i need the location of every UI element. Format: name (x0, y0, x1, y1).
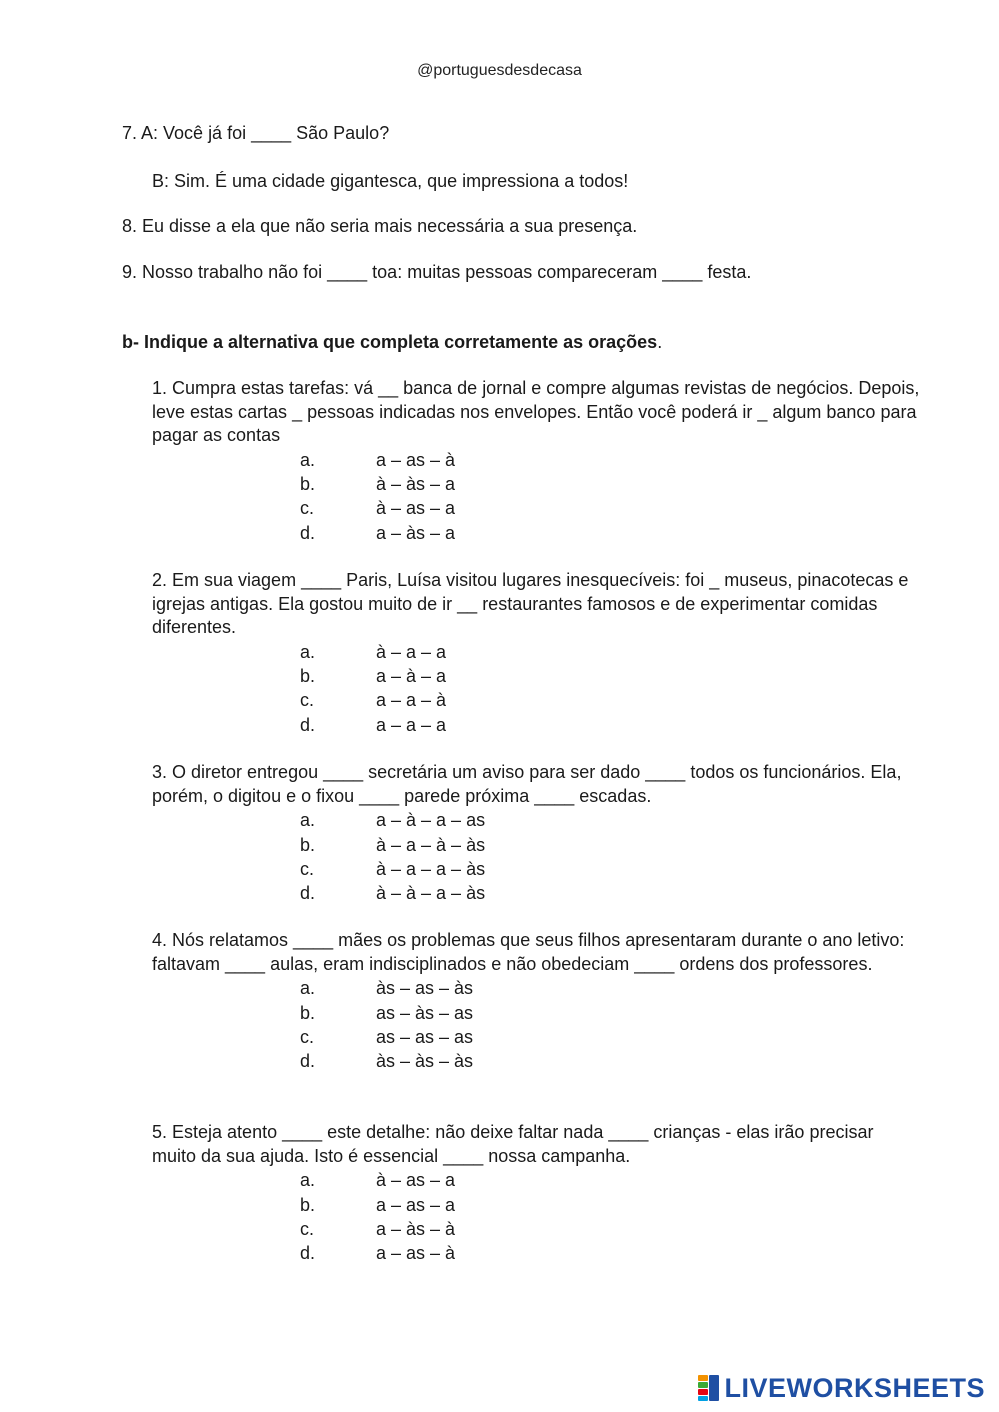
option-text: a – à – a – as (376, 810, 486, 831)
option-letter: d. (300, 714, 316, 735)
section-b-title (122, 330, 662, 354)
question-block-2 (152, 569, 922, 738)
option-text: à – às – a (376, 474, 456, 495)
option-a[interactable] (152, 977, 922, 1001)
option-c[interactable] (152, 1026, 922, 1050)
option-text: a – às – à (376, 1218, 456, 1239)
option-text: a – a – à (376, 690, 447, 711)
options-list (152, 977, 922, 1074)
option-text: a – à – a (376, 666, 447, 687)
liveworksheets-logo[interactable] (698, 1371, 985, 1405)
question-block-3 (152, 761, 922, 906)
option-text: às – às – às (376, 1051, 474, 1072)
question-block-5 (152, 1121, 922, 1266)
option-b[interactable] (152, 1193, 922, 1217)
option-letter: d. (300, 1243, 316, 1264)
option-letter: c. (300, 690, 315, 711)
question-8: 8. Eu disse a ela que não seria mais necessária a sua presença. (122, 216, 638, 236)
option-letter: d. (300, 1051, 316, 1072)
option-text: as – as – as (376, 1026, 474, 1047)
option-letter: d. (300, 883, 316, 904)
option-letter: d. (300, 522, 316, 543)
option-text: à – a – a – às (376, 858, 486, 879)
question-block-4 (152, 929, 922, 1074)
option-letter: a. (300, 449, 316, 470)
option-d[interactable] (152, 882, 922, 906)
liveworksheets-logo-icon (698, 1375, 720, 1401)
option-letter: c. (300, 1218, 315, 1239)
option-text: à – à – a – às (376, 883, 486, 904)
question-9: 9. Nosso trabalho não foi ____ toa: muitas pessoas compareceram ____ festa. (122, 262, 752, 282)
option-b[interactable] (152, 833, 922, 857)
option-letter: b. (300, 666, 316, 687)
option-letter: b. (300, 834, 316, 855)
option-letter: c. (300, 1026, 315, 1047)
option-text: a – as – à (376, 449, 456, 470)
option-d[interactable] (152, 1242, 922, 1266)
option-d[interactable] (152, 521, 922, 545)
question-text: 3. O diretor entregou ____ secretária um aviso para ser dado ____ todos os funcionários. Ela, porém, o digitou e o fixou ____ parede próxima ____ escadas. (152, 762, 902, 806)
option-letter: b. (300, 474, 316, 495)
option-b[interactable] (152, 665, 922, 689)
question-text: 1. Cumpra estas tarefas: vá __ banca de jornal e compre algumas revistas de negócios. Depois, leve estas cartas _ pessoas indicadas nos envelopes. Então você poderá ir _ algum banco para pagar as contas (152, 378, 920, 445)
options-list (152, 641, 922, 738)
question-block-1 (152, 377, 922, 546)
option-b[interactable] (152, 473, 922, 497)
option-b[interactable] (152, 1001, 922, 1025)
options-list (152, 1169, 922, 1266)
option-text: a – as – a (376, 1194, 456, 1215)
option-c[interactable] (152, 497, 922, 521)
option-text: às – as – às (376, 978, 474, 999)
options-list (152, 449, 922, 546)
option-c[interactable] (152, 858, 922, 882)
option-d[interactable] (152, 713, 922, 737)
question-text: 5. Esteja atento ____ este detalhe: não deixe faltar nada ____ crianças - elas irão precisar muito da sua ajuda. Isto é essencial ____ nossa campanha. (152, 1122, 874, 1166)
option-letter: a. (300, 810, 316, 831)
option-letter: c. (300, 498, 315, 519)
option-text: à – a – à – às (376, 834, 486, 855)
option-letter: c. (300, 858, 315, 879)
question-7a: 7. A: Você já foi ____ São Paulo? (122, 123, 390, 143)
option-c[interactable] (152, 1218, 922, 1242)
option-letter: a. (300, 978, 316, 999)
section-b-title-period: . (657, 332, 663, 352)
question-text: 4. Nós relatamos ____ mães os problemas que seus filhos apresentaram durante o ano letivo: faltavam ____ aulas, eram indisciplinados e não obedeciam ____ ordens dos professores. (152, 930, 905, 974)
option-d[interactable] (152, 1050, 922, 1074)
section-b-title-text: b- Indique a alternativa que completa corretamente as orações (122, 332, 658, 352)
question-7b: B: Sim. É uma cidade gigantesca, que impressiona a todos! (152, 171, 629, 191)
option-letter: b. (300, 1194, 316, 1215)
option-text: a – às – a (376, 522, 456, 543)
option-a[interactable] (152, 641, 922, 665)
option-text: à – a – a (376, 641, 447, 662)
question-text: 2. Em sua viagem ____ Paris, Luísa visitou lugares inesquecíveis: foi _ museus, pinacotecas e igrejas antigas. Ela gostou muito de ir __ restaurantes famosos e de experimentar comidas diferentes. (152, 570, 909, 637)
option-a[interactable] (152, 1169, 922, 1193)
option-letter: a. (300, 641, 316, 662)
option-c[interactable] (152, 689, 922, 713)
option-letter: a. (300, 1170, 316, 1191)
option-text: a – a – a (376, 714, 447, 735)
option-text: à – as – a (376, 498, 456, 519)
option-text: a – as – à (376, 1243, 456, 1264)
liveworksheets-logo-text: LIVEWORKSHEETS (724, 1372, 985, 1403)
page-header-handle: @portuguesdesdecasa (417, 62, 582, 79)
option-a[interactable] (152, 809, 922, 833)
option-text: as – às – as (376, 1002, 474, 1023)
options-list (152, 809, 922, 906)
option-letter: b. (300, 1002, 316, 1023)
option-a[interactable] (152, 449, 922, 473)
option-text: à – as – a (376, 1170, 456, 1191)
